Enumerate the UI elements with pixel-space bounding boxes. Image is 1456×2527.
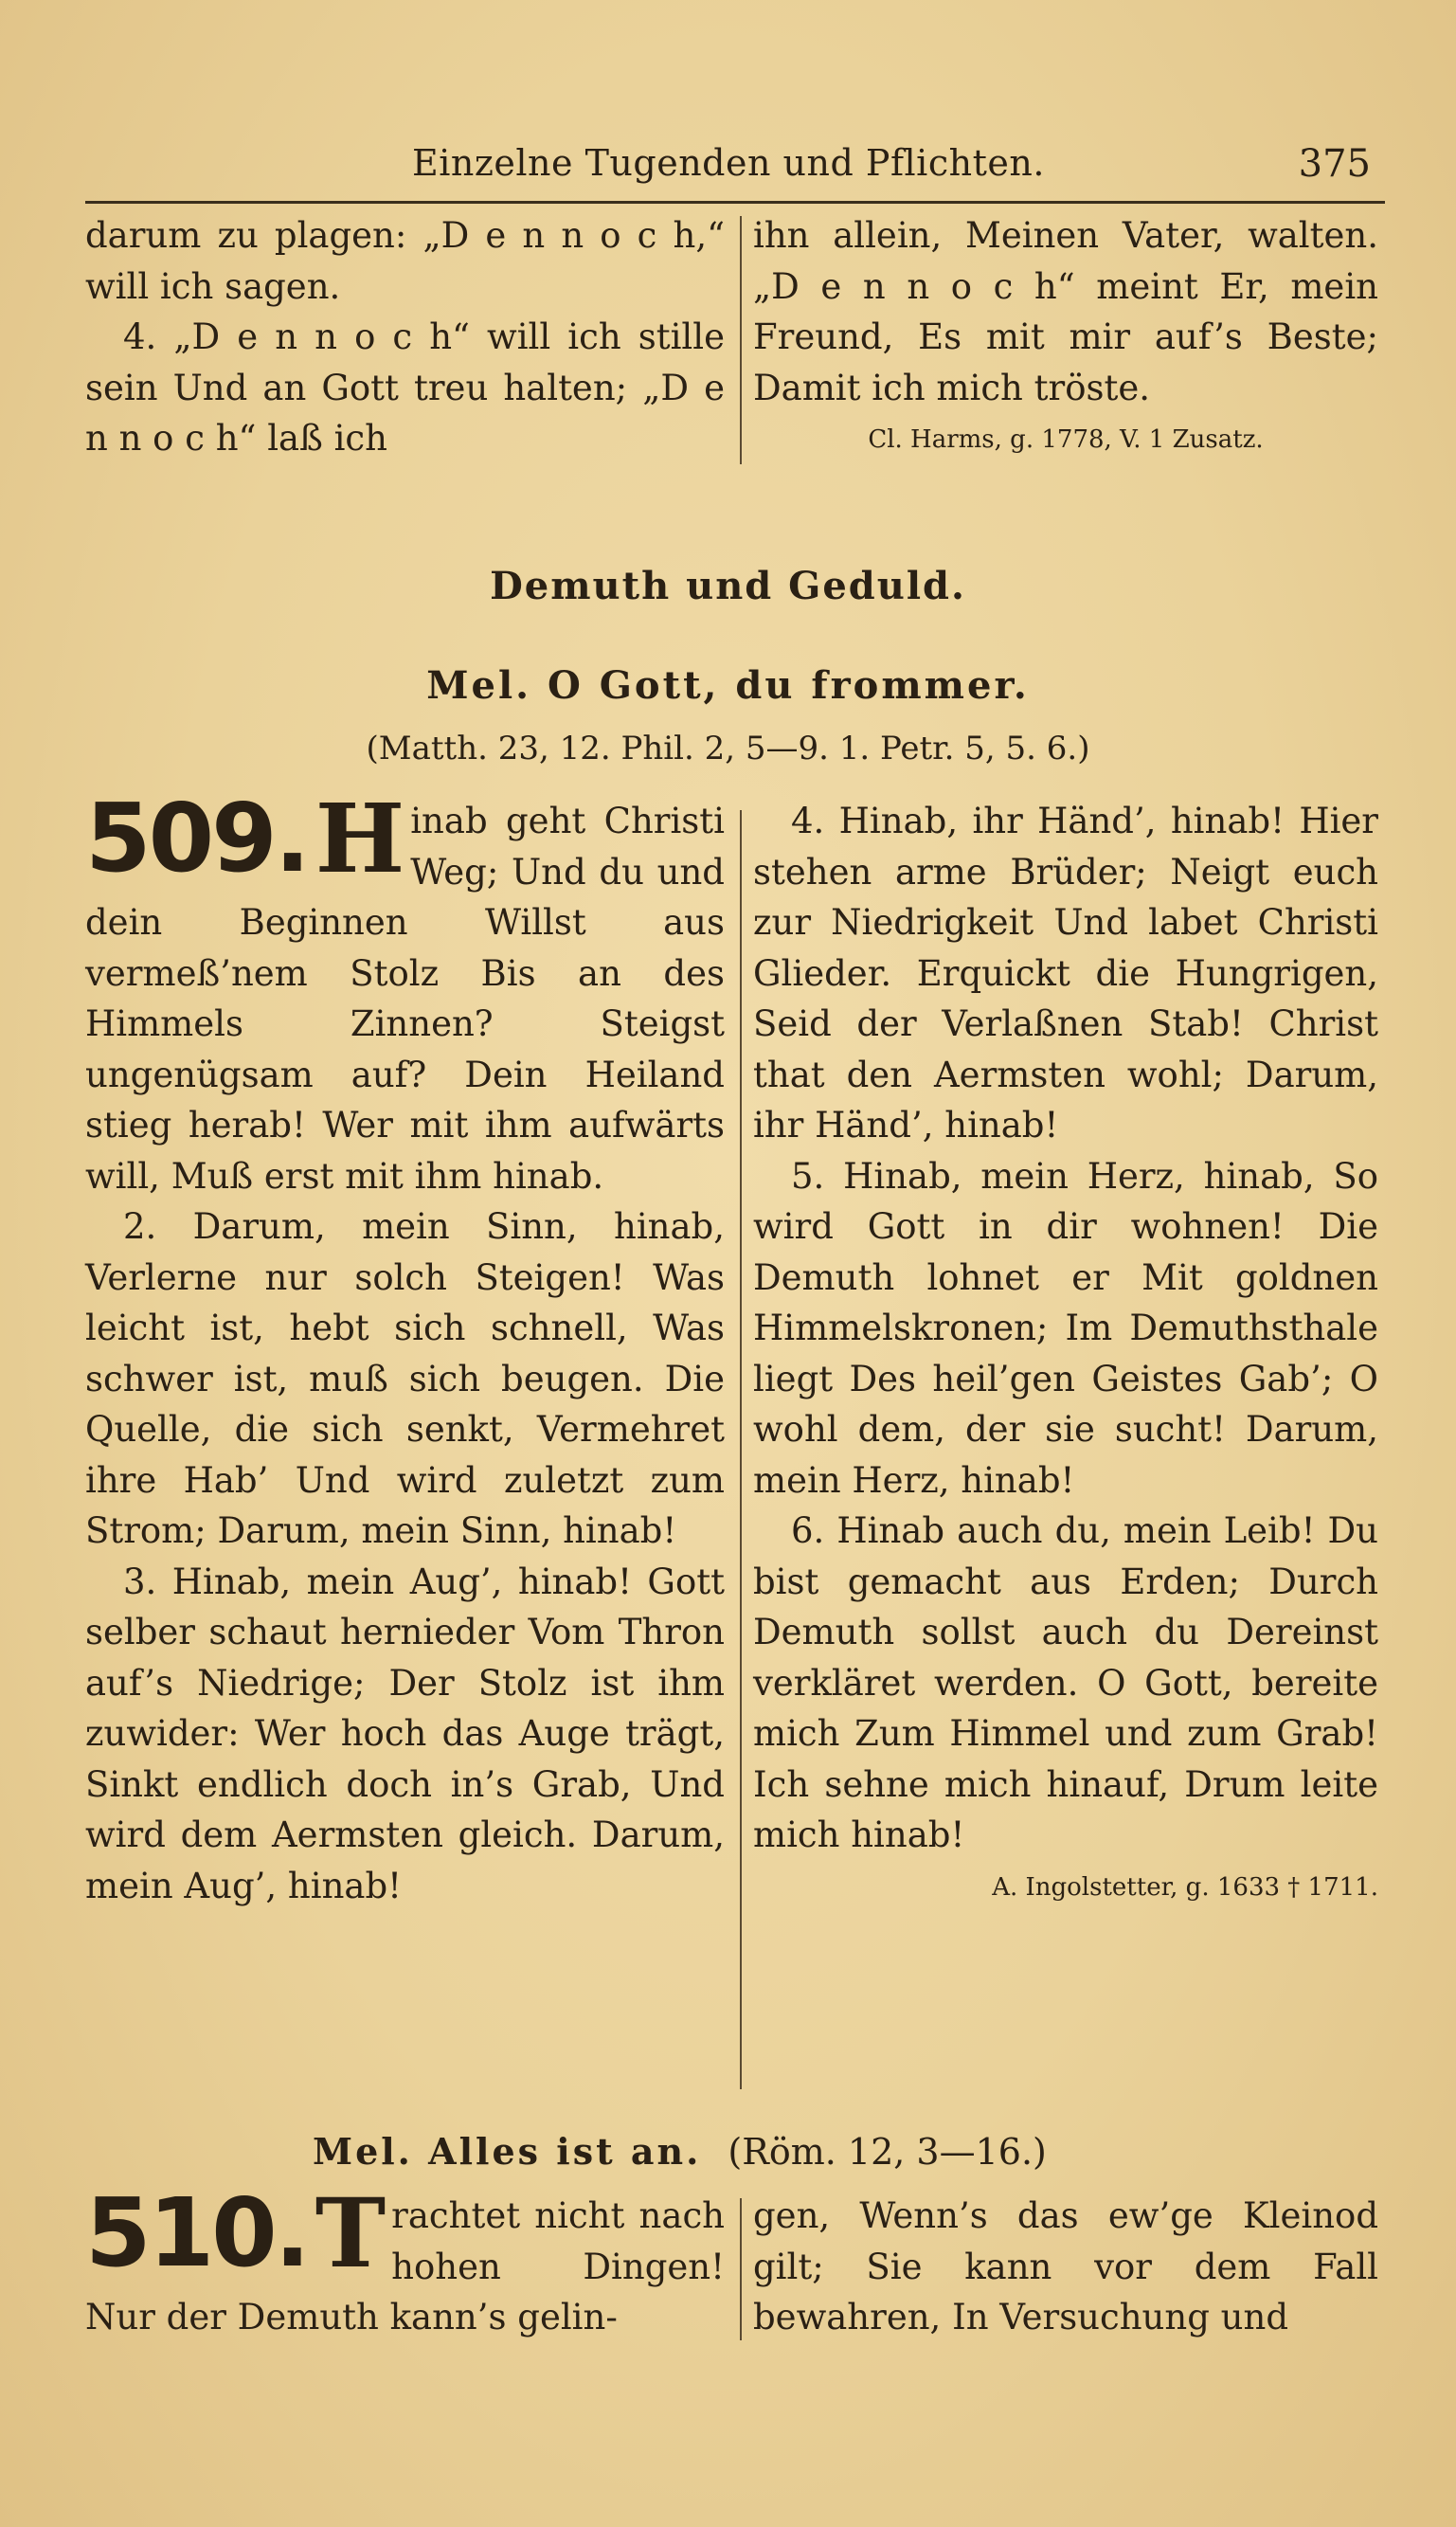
column-divider-510 — [740, 2198, 742, 2340]
prev-hymn-right-column — [753, 210, 1378, 466]
prev-hymn-credit: Cl. Harms, g. 1778, V. 1 Zusatz. — [868, 425, 1264, 454]
header-rule — [85, 201, 1385, 204]
running-head — [76, 142, 1371, 190]
hymn-509-number: 509. — [85, 783, 308, 893]
prev-hymn-verse-4-end: ihn allein, Meinen Vater, walten. „D e n n o c h“ meint Er, mein Freund, Es mit mir auf’s Beste; Damit ich mich tröste. — [753, 215, 1378, 408]
hymn-510-melody: Mel. Alles ist an. — [313, 2130, 702, 2173]
column-divider — [740, 216, 742, 464]
hymn-509-refs: (Matth. 23, 12. Phil. 2, 5—9. 1. Petr. 5, 5. 6.) — [366, 730, 1090, 767]
prev-hymn-left-column — [85, 210, 725, 464]
hymn-510-refs: (Röm. 12, 3—16.) — [728, 2131, 1047, 2173]
prev-hymn-verse-4: 4. „D e n n o c h“ will ich stille sein Und an Gott treu halten; „D e n n o c h“ laß ich — [85, 316, 725, 459]
running-title: Einzelne Tugenden und Pflichten. — [412, 142, 1045, 184]
page-number: 375 — [1298, 142, 1371, 186]
hymn-509-initial: H — [315, 783, 405, 894]
hymn-510-right-column — [753, 2191, 1378, 2343]
prev-hymn-line: darum zu plagen: „D e n n o c h,“ will ich sagen. — [85, 215, 725, 307]
hymn-509-left-column — [85, 783, 725, 1911]
hymn-510-heading — [313, 2130, 1047, 2173]
hymn-509-verse-1 — [85, 783, 725, 1201]
hymn-510-initial: T — [315, 2177, 386, 2289]
hymn-510-verse-1 — [85, 2177, 725, 2343]
hymn-509-verse-3: 3. Hinab, mein Aug’, hinab! Gott selber schaut hernieder Vom Thron auf’s Niedrige; Der Stolz ist ihm zuwider: Wer hoch das Auge trägt, Sinkt endlich doch in’s Grab, Und wird dem Aermsten gleich. Darum, mein Aug’, hinab! — [85, 1561, 725, 1906]
hymn-509-verse-2: 2. Darum, mein Sinn, hinab, Verlerne nur solch Steigen! Was leicht ist, hebt sich schnell, Was schwer ist, muß sich beugen. Die Quelle, die sich senkt, Vermehret ihre Hab’ Und wird zuletzt zum Strom; Darum, mein Sinn, hinab! — [85, 1206, 725, 1551]
hymn-509-verse-1-text: inab geht Christi Weg; Und du und dein Beginnen Willst aus vermeß’nem Stolz Bis an des Himmels Zinnen? Steigst ungenügsam auf? Dein Heiland stieg herab! Wer mit ihm aufwärts will, Muß erst mit ihm hinab. — [85, 801, 725, 1197]
hymn-510-verse-1-cont: gen, Wenn’s das ew’ge Kleinod gilt; Sie kann vor dem Fall bewahren, In Versuchung und — [753, 2195, 1378, 2337]
hymn-510-left-column — [85, 2177, 725, 2343]
hymn-509-verse-6: 6. Hinab auch du, mein Leib! Du bist gemacht aus Erden; Durch Demuth sollst auch du Dereinst verkläret werden. O Gott, bereite mich Zum Himmel und zum Grab! Ich sehne mich hinauf, Drum leite mich hinab! — [753, 1510, 1378, 1855]
column-divider-509 — [740, 810, 742, 2089]
hymn-510-number: 510. — [85, 2177, 308, 2288]
hymn-509-verse-5: 5. Hinab, mein Herz, hinab, So wird Gott in dir wohnen! Die Demuth lohnet er Mit goldnen Himmelskronen; Im Demuthsthale liegt Des heil’gen Geistes Gab’; O wohl dem, der sie sucht! Darum, mein Herz, hinab! — [753, 1155, 1378, 1501]
hymn-509-verse-4: 4. Hinab, ihr Händ’, hinab! Hier stehen arme Brüder; Neigt euch zur Niedrigkeit Und labet Christi Glieder. Erquickt die Hungrigen, Seid der Verlaßnen Stab! Christ that den Aermsten wohl; Darum, ihr Händ’, hinab! — [753, 801, 1378, 1146]
hymn-510-verse-1-text: rachtet nicht nach hohen Dingen! Nur der Demuth kann’s gelin- — [85, 2195, 725, 2337]
hymn-509-credit: A. Ingolstetter, g. 1633 † 1711. — [992, 1872, 1378, 1902]
hymn-509-right-column — [753, 796, 1378, 1913]
section-title: Demuth und Geduld. — [490, 564, 966, 608]
hymn-509-melody: Mel. O Gott, du frommer. — [426, 663, 1030, 708]
